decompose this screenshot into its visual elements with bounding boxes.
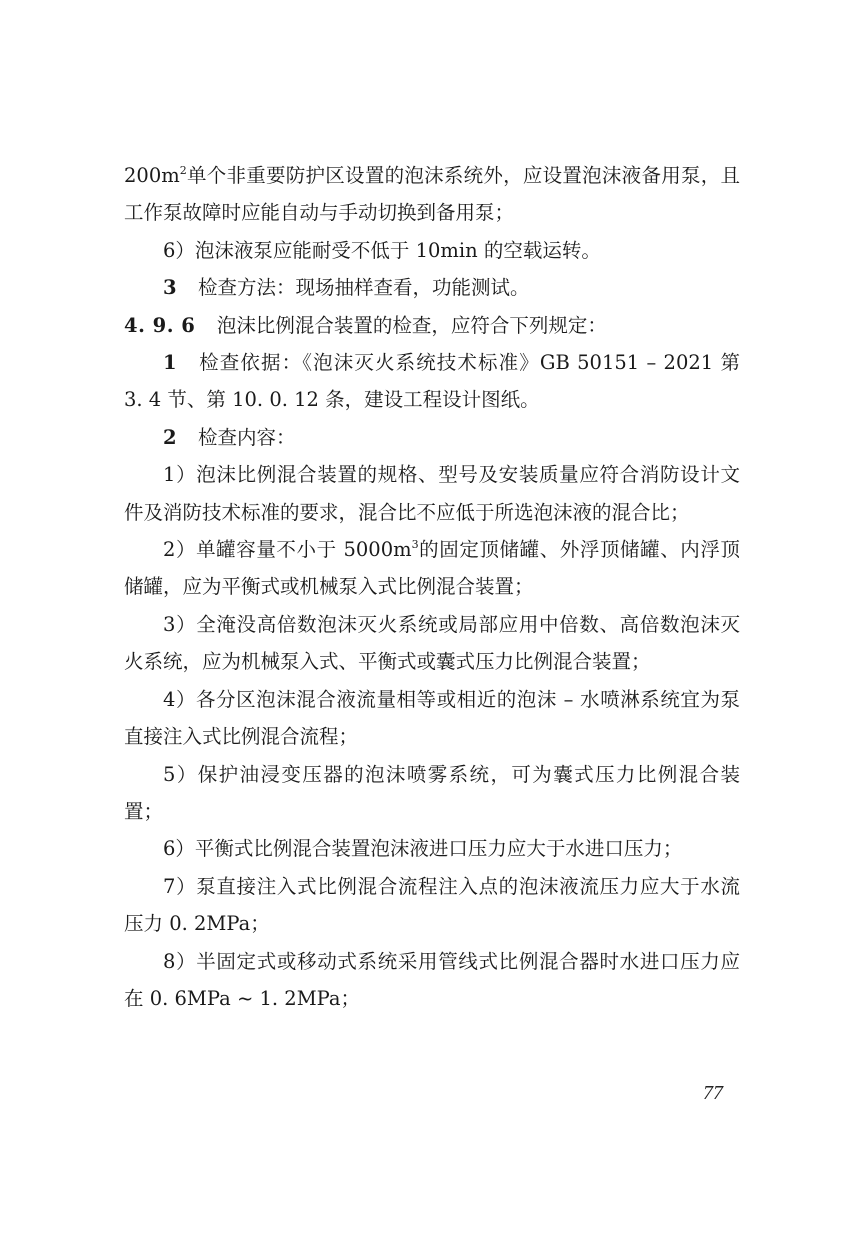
list-item: 6）平衡式比例混合装置泡沫液进口压力应大于水进口压力； (163, 837, 683, 861)
section-item (124, 269, 740, 306)
item-number: 1 (163, 351, 177, 375)
paragraph-text: 单个非重要防护区设置的泡沫系统外，应设置泡沫液备用泵，且工作泵故障时应能自动与手动切换到备用泵； (124, 164, 740, 225)
item-text: 检查依据：《泡沫灭火系统技术标准》GB 50151 – 2021 第 3. 4 节、第 10. 0. 12 条，建设工程设计图纸。 (124, 351, 740, 412)
list-item: 3）全淹没高倍数泡沫灭火系统或局部应用中倍数、高倍数泡沫灭火系统，应为机械泵入式、平衡式或囊式压力比例混合装置； (124, 612, 740, 674)
section-item (124, 344, 740, 419)
text-area-value: 200m (124, 164, 180, 187)
page-number: 77 (703, 1082, 723, 1104)
list-item: 8）半固定式或移动式系统采用管线式比例混合器时水进口压力应在 0. 6MPa ~ 1. 2MPa； (124, 949, 740, 1010)
item-text: 2）单罐容量不小于 5000m (163, 538, 412, 562)
clause-number: 4. 9. 6 (124, 313, 196, 337)
superscript-2: 2 (179, 163, 187, 177)
list-item: 5）保护油浸变压器的泡沫喷雾系统，可为囊式压力比例混合装置； (124, 762, 740, 823)
clause-text: 泡沫比例混合装置的检查，应符合下列规定： (216, 313, 607, 337)
clause-heading (124, 307, 740, 344)
item-text: 检查内容： (198, 425, 296, 449)
page-body (124, 157, 740, 1017)
list-item: 4）各分区泡沫混合液流量相等或相近的泡沫 – 水喷淋系统宜为泵直接注入式比例混合流程； (124, 687, 740, 749)
item-text: 的固定顶储罐、外浮顶储罐、内浮顶储罐，应为平衡式或机械泵入式比例混合装置； (124, 538, 740, 599)
list-item: 6）泡沫液泵应能耐受不低于 10min 的空载运转。 (163, 238, 601, 262)
list-item (124, 531, 740, 606)
item-number: 3 (163, 276, 177, 300)
list-item: 1）泡沫比例混合装置的规格、型号及安装质量应符合消防设计文件及消防技术标准的要求，混合比不应低于所选泡沫液的混合比； (124, 463, 740, 524)
list-item: 7）泵直接注入式比例混合流程注入点的泡沫液流压力应大于水流压力 0. 2MPa； (124, 874, 740, 936)
paragraph-continued (124, 157, 740, 232)
item-number: 2 (163, 425, 177, 449)
superscript-3: 3 (411, 537, 419, 551)
item-text: 检查方法：现场抽样查看，功能测试。 (198, 276, 530, 300)
section-item (124, 419, 740, 456)
